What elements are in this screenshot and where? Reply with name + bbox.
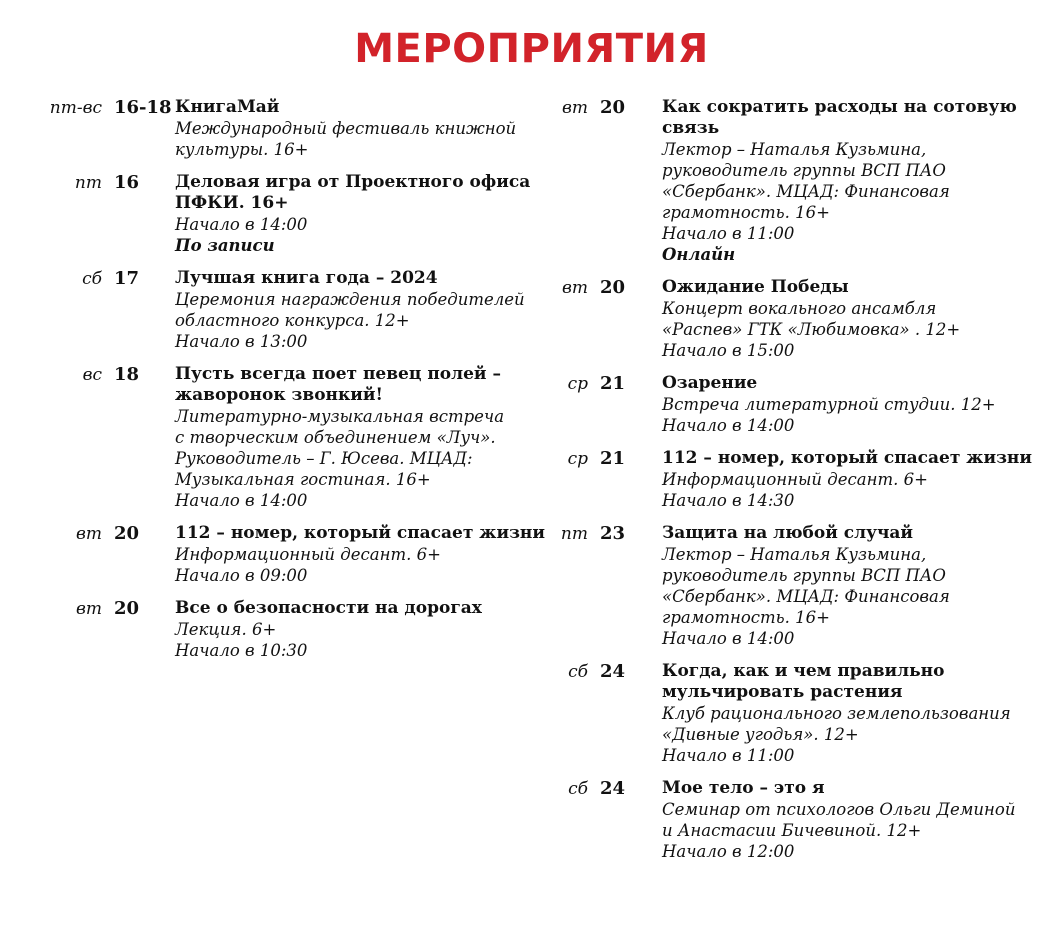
event-title xyxy=(662,97,1044,139)
event-date: 16-18 xyxy=(114,97,172,118)
event-description-line: Музыкальная гостиная. 16+ xyxy=(175,470,431,489)
event-start-time: Начало в 14:00 xyxy=(175,215,308,234)
event-title xyxy=(662,373,1044,394)
event-body xyxy=(662,523,1044,649)
event-body xyxy=(662,97,1044,265)
event-date: 16 xyxy=(114,172,140,193)
event-description-line: Встреча литературной студии. 12+ xyxy=(662,395,996,414)
event-date: 20 xyxy=(600,97,626,118)
event-description-line: Лектор – Наталья Кузьмина, xyxy=(662,140,927,159)
event-start-time: Начало в 14:30 xyxy=(662,491,795,510)
event-item xyxy=(38,364,538,511)
event-title-line: ПФКИ. 16+ xyxy=(175,193,289,213)
event-description xyxy=(662,799,1044,841)
event-date: 21 xyxy=(600,373,626,394)
event-item xyxy=(38,598,538,661)
event-title-line: 112 – номер, который спасает жизни xyxy=(175,523,545,543)
event-date: 23 xyxy=(600,523,626,544)
event-title-line: КнигаМай xyxy=(175,97,280,117)
event-title xyxy=(175,97,538,118)
event-start-time: Начало в 14:00 xyxy=(175,491,308,510)
event-description xyxy=(662,139,1044,223)
event-description xyxy=(662,298,1044,340)
event-description xyxy=(175,406,538,490)
event-title-line: мульчировать растения xyxy=(662,682,903,702)
event-date: 20 xyxy=(114,598,140,619)
event-weekday: ср xyxy=(567,449,588,469)
event-description xyxy=(662,469,1044,490)
event-description xyxy=(662,703,1044,745)
event-date: 17 xyxy=(114,268,140,289)
event-description-line: Руководитель – Г. Юсева. МЦАД: xyxy=(175,449,473,468)
event-weekday: вт xyxy=(75,524,102,544)
event-body xyxy=(175,172,538,256)
event-title xyxy=(662,448,1044,469)
event-weekday: вт xyxy=(561,278,588,298)
event-weekday: пт-вс xyxy=(49,98,102,118)
event-description-line: «Распев» ГТК «Любимовка» . 12+ xyxy=(662,320,961,339)
event-start-time: Начало в 09:00 xyxy=(175,566,308,585)
event-title-line: Лучшая книга года – 2024 xyxy=(175,268,438,288)
event-weekday: пт xyxy=(74,173,102,193)
event-start-time: Начало в 14:00 xyxy=(662,416,795,435)
events-column-right xyxy=(524,97,1044,874)
event-item xyxy=(524,448,1044,511)
event-body xyxy=(662,778,1044,862)
event-title xyxy=(662,661,1044,703)
event-description-line: Концерт вокального ансамбля xyxy=(662,299,937,318)
event-item xyxy=(524,778,1044,862)
event-title-line: жаворонок звонкий! xyxy=(175,385,383,405)
event-date: 21 xyxy=(600,448,626,469)
event-title xyxy=(175,598,538,619)
event-item xyxy=(38,523,545,586)
event-title xyxy=(175,523,545,544)
page-title: МЕРОПРИЯТИЯ xyxy=(354,26,709,72)
event-start-time: Начало в 11:00 xyxy=(662,224,795,243)
event-item xyxy=(524,373,1044,436)
event-description-line: Информационный десант. 6+ xyxy=(662,470,928,489)
event-start-time: Начало в 10:30 xyxy=(175,641,308,660)
event-title xyxy=(662,523,1044,544)
event-title-line: Ожидание Победы xyxy=(662,277,849,297)
event-start-time: Начало в 12:00 xyxy=(662,842,795,861)
event-weekday: сб xyxy=(82,269,102,289)
event-body xyxy=(662,277,1044,361)
event-item xyxy=(524,661,1044,766)
event-description-line: грамотность. 16+ xyxy=(662,203,830,222)
event-description-line: руководитель группы ВСП ПАО xyxy=(662,161,946,180)
event-date: 18 xyxy=(114,364,140,385)
event-title xyxy=(662,277,1044,298)
event-description xyxy=(175,544,545,565)
event-item xyxy=(524,277,1044,361)
event-title-line: 112 – номер, который спасает жизни xyxy=(662,448,1032,468)
event-body xyxy=(175,523,545,586)
event-title xyxy=(175,172,538,214)
event-description-line: руководитель группы ВСП ПАО xyxy=(662,566,946,585)
event-description xyxy=(175,619,538,640)
event-title-line: Деловая игра от Проектного офиса xyxy=(175,172,531,192)
event-description-line: «Дивные угодья». 12+ xyxy=(662,725,859,744)
event-description xyxy=(175,118,538,160)
event-description xyxy=(662,544,1044,628)
event-title xyxy=(175,268,538,289)
event-description-line: Церемония награждения победителей xyxy=(175,290,525,309)
event-description-line: и Анастасии Бичевиной. 12+ xyxy=(662,821,922,840)
event-weekday: ср xyxy=(567,374,588,394)
event-title xyxy=(662,778,1044,799)
event-weekday: сб xyxy=(568,779,588,799)
event-date: 24 xyxy=(600,661,626,682)
event-item xyxy=(524,97,1044,265)
event-body xyxy=(175,598,538,661)
event-title-line: Все о безопасности на дорогах xyxy=(175,598,482,618)
event-date: 20 xyxy=(114,523,140,544)
event-body xyxy=(175,268,538,352)
event-description xyxy=(175,289,538,331)
event-weekday: сб xyxy=(568,662,588,682)
event-description-line: «Сбербанк». МЦАД: Финансовая xyxy=(662,587,950,606)
event-item xyxy=(38,172,538,256)
event-description-line: Информационный десант. 6+ xyxy=(175,545,441,564)
event-title-line: Пусть всегда поет певец полей – xyxy=(175,364,501,384)
event-note: Онлайн xyxy=(662,245,736,264)
event-description-line: с творческим объединением «Луч». xyxy=(175,428,496,447)
events-column-left xyxy=(38,97,545,673)
event-start-time: Начало в 11:00 xyxy=(662,746,795,765)
event-title-line: Когда, как и чем правильно xyxy=(662,661,945,681)
event-description-line: Лектор – Наталья Кузьмина, xyxy=(662,545,927,564)
event-description-line: «Сбербанк». МЦАД: Финансовая xyxy=(662,182,950,201)
event-description-line: областного конкурса. 12+ xyxy=(175,311,410,330)
event-date: 24 xyxy=(600,778,626,799)
event-weekday: вс xyxy=(82,365,102,385)
event-weekday: пт xyxy=(560,524,588,544)
event-title-line: связь xyxy=(662,118,720,138)
event-description-line: Клуб рационального землепользования xyxy=(662,704,1011,723)
event-description-line: Семинар от психологов Ольги Деминой xyxy=(662,800,1016,819)
event-title-line: Как сократить расходы на сотовую xyxy=(662,97,1017,117)
event-body xyxy=(175,364,538,511)
event-description-line: Лекция. 6+ xyxy=(175,620,277,639)
event-item xyxy=(38,268,538,352)
event-item xyxy=(38,97,538,160)
event-date: 20 xyxy=(600,277,626,298)
event-weekday: вт xyxy=(561,98,588,118)
event-description-line: культуры. 16+ xyxy=(175,140,309,159)
event-start-time: Начало в 14:00 xyxy=(662,629,795,648)
event-title-line: Озарение xyxy=(662,373,758,393)
event-start-time: Начало в 15:00 xyxy=(662,341,795,360)
event-start-time: Начало в 13:00 xyxy=(175,332,308,351)
event-description xyxy=(662,394,1044,415)
event-weekday: вт xyxy=(75,599,102,619)
event-body xyxy=(662,661,1044,766)
event-description-line: грамотность. 16+ xyxy=(662,608,830,627)
event-body xyxy=(662,448,1044,511)
event-item xyxy=(524,523,1044,649)
event-note: По записи xyxy=(175,236,275,255)
event-title-line: Защита на любой случай xyxy=(662,523,914,543)
event-description-line: Международный фестиваль книжной xyxy=(175,119,517,138)
event-description-line: Литературно-музыкальная встреча xyxy=(175,407,505,426)
event-body xyxy=(175,97,538,160)
event-title-line: Мое тело – это я xyxy=(662,778,825,798)
event-title xyxy=(175,364,538,406)
event-body xyxy=(662,373,1044,436)
